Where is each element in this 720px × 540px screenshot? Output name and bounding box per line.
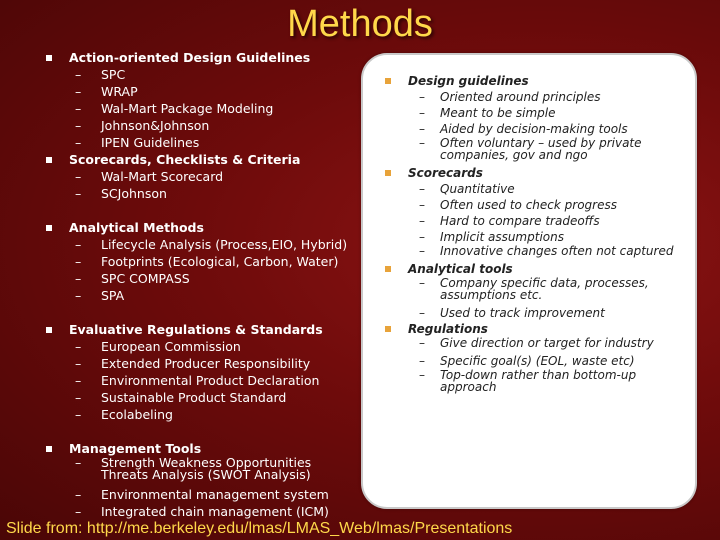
panel-section	[383, 321, 687, 397]
sub-item	[44, 100, 362, 117]
dash-bullet: –	[419, 106, 425, 120]
sub-item-text: Footprints (Ecological, Carbon, Water)	[101, 254, 339, 269]
sub-item-text: Integrated chain management (ICM)	[101, 504, 329, 519]
square-bullet-icon	[46, 225, 52, 231]
panel-item-text: Used to track improvement	[440, 306, 605, 320]
panel-item-text: Give direction or target for industry	[440, 336, 654, 350]
sub-item	[44, 236, 362, 253]
section-heading-text: Management Tools	[69, 441, 202, 456]
sub-item	[44, 457, 362, 486]
dash-bullet: –	[419, 336, 425, 350]
left-section	[44, 219, 362, 304]
section-heading-text: Evaluative Regulations & Standards	[69, 322, 323, 337]
left-section	[44, 321, 362, 423]
slide-title: Methods	[287, 3, 433, 45]
section-heading	[44, 321, 362, 338]
panel-heading-text: Regulations	[408, 322, 488, 336]
sub-item-text: Ecolabeling	[101, 407, 173, 422]
dash-bullet: –	[75, 504, 82, 519]
dash-bullet: –	[75, 101, 82, 116]
dash-bullet: –	[75, 271, 82, 286]
section-heading-text: Analytical Methods	[69, 220, 204, 235]
dash-bullet: –	[419, 90, 425, 104]
sub-item-text: Sustainable Product Standard	[101, 390, 287, 405]
dash-bullet: –	[419, 198, 425, 212]
sub-item	[44, 270, 362, 287]
sub-item-text: Environmental management system	[101, 487, 329, 502]
panel-item	[383, 305, 687, 321]
panel-heading	[383, 261, 687, 277]
dash-bullet: –	[419, 214, 425, 228]
panel-item	[383, 245, 687, 261]
panel-item-text: Often used to check progress	[440, 198, 617, 212]
panel-item	[383, 181, 687, 197]
panel-item	[383, 369, 687, 397]
dash-bullet: –	[419, 230, 425, 244]
left-section	[44, 151, 362, 202]
panel-item	[383, 89, 687, 105]
dash-bullet: –	[75, 356, 82, 371]
panel-item	[383, 277, 687, 305]
panel-item	[383, 197, 687, 213]
panel-item-text: Meant to be simple	[440, 106, 556, 120]
sub-item	[44, 287, 362, 304]
square-bullet-icon	[46, 327, 52, 333]
dash-bullet: –	[75, 169, 82, 184]
sub-item-text: IPEN Guidelines	[101, 135, 200, 150]
square-bullet-icon	[385, 170, 391, 176]
dash-bullet: –	[419, 136, 425, 150]
sub-item	[44, 372, 362, 389]
dash-bullet: –	[75, 487, 82, 502]
sub-item	[44, 66, 362, 83]
sub-item	[44, 338, 362, 355]
sub-item-text: Wal-Mart Package Modeling	[101, 101, 274, 116]
panel-item-text: Quantitative	[440, 182, 515, 196]
panel-item	[383, 121, 687, 137]
square-bullet-icon	[46, 157, 52, 163]
panel-item	[383, 105, 687, 121]
square-bullet-icon	[385, 266, 391, 272]
panel-heading	[383, 321, 687, 337]
panel-section	[383, 165, 687, 261]
sub-item	[44, 185, 362, 202]
sub-item-text: SPC	[101, 67, 126, 82]
sub-item	[44, 406, 362, 423]
dash-bullet: –	[419, 244, 425, 258]
sub-item-text: SCJohnson	[101, 186, 167, 201]
summary-panel	[361, 53, 697, 509]
dash-bullet: –	[419, 182, 425, 196]
panel-heading-text: Analytical tools	[408, 262, 513, 276]
sub-item-text: European Commission	[101, 339, 241, 354]
panel-item-text: Aided by decision-making tools	[440, 122, 628, 136]
panel-heading	[383, 73, 687, 89]
dash-bullet: –	[75, 67, 82, 82]
dash-bullet: –	[75, 237, 82, 252]
sub-item-text: SPA	[101, 288, 125, 303]
panel-item-text: Company specific data, processes, assumptions etc.	[440, 276, 649, 302]
dash-bullet: –	[75, 254, 82, 269]
panel-item-text: Innovative changes often not captured	[440, 244, 674, 258]
dash-bullet: –	[75, 390, 82, 405]
sub-item	[44, 503, 362, 520]
dash-bullet: –	[75, 339, 82, 354]
panel-item-text: Implicit assumptions	[440, 230, 564, 244]
panel-heading	[383, 165, 687, 181]
panel-item	[383, 337, 687, 353]
panel-item	[383, 213, 687, 229]
sub-item	[44, 486, 362, 503]
panel-item-text: Hard to compare tradeoffs	[440, 214, 600, 228]
spacer	[44, 202, 362, 219]
dash-bullet: –	[75, 186, 82, 201]
panel-item-text: Specific goal(s) (EOL, waste etc)	[440, 354, 635, 368]
panel-item	[383, 229, 687, 245]
sub-item-text: WRAP	[101, 84, 138, 99]
sub-item	[44, 389, 362, 406]
section-heading-text: Scorecards, Checklists & Criteria	[69, 152, 301, 167]
left-bullet-list	[44, 49, 362, 520]
dash-bullet: –	[75, 373, 82, 388]
panel-item	[383, 137, 687, 165]
sub-item-text: SPC COMPASS	[101, 271, 190, 286]
panel-item-text: Top-down rather than bottom-up approach	[440, 368, 637, 394]
sub-item-text: Wal-Mart Scorecard	[101, 169, 224, 184]
square-bullet-icon	[385, 78, 391, 84]
panel-item	[383, 353, 687, 369]
left-section	[44, 440, 362, 520]
sub-item-text: Extended Producer Responsibility	[101, 356, 311, 371]
dash-bullet: –	[75, 407, 82, 422]
sub-item-text: Strength Weakness Opportunities Threats Analysis (SWOT Analysis)	[101, 455, 312, 482]
sub-item	[44, 117, 362, 134]
dash-bullet: –	[75, 84, 82, 99]
sub-item	[44, 134, 362, 151]
dash-bullet: –	[419, 368, 425, 382]
panel-heading-text: Scorecards	[408, 166, 483, 180]
sub-item-text: Johnson&Johnson	[101, 118, 210, 133]
sub-item-text: Environmental Product Declaration	[101, 373, 320, 388]
square-bullet-icon	[46, 55, 52, 61]
spacer	[44, 423, 362, 440]
sub-item	[44, 83, 362, 100]
slide-source-footer: Slide from: http://me.berkeley.edu/lmas/LMAS_Web/lmas/Presentations	[6, 520, 513, 537]
dash-bullet: –	[75, 288, 82, 303]
sub-item	[44, 253, 362, 270]
square-bullet-icon	[46, 446, 52, 452]
dash-bullet: –	[419, 306, 425, 320]
dash-bullet: –	[75, 135, 82, 150]
sub-item	[44, 355, 362, 372]
section-heading-text: Action-oriented Design Guidelines	[69, 50, 311, 65]
panel-section	[383, 261, 687, 321]
panel-section	[383, 73, 687, 165]
section-heading	[44, 219, 362, 236]
left-section	[44, 49, 362, 151]
panel-item-text: Oriented around principles	[440, 90, 601, 104]
section-heading	[44, 49, 362, 66]
sub-item-text: Lifecycle Analysis (Process,EIO, Hybrid)	[101, 237, 348, 252]
dash-bullet: –	[419, 354, 425, 368]
dash-bullet: –	[419, 276, 425, 290]
square-bullet-icon	[385, 326, 391, 332]
section-heading	[44, 151, 362, 168]
panel-item-text: Often voluntary – used by private companies, gov and ngo	[440, 136, 642, 162]
dash-bullet: –	[419, 122, 425, 136]
panel-heading-text: Design guidelines	[408, 74, 529, 88]
sub-item	[44, 168, 362, 185]
spacer	[44, 304, 362, 321]
dash-bullet: –	[75, 118, 82, 133]
dash-bullet: –	[75, 455, 82, 470]
